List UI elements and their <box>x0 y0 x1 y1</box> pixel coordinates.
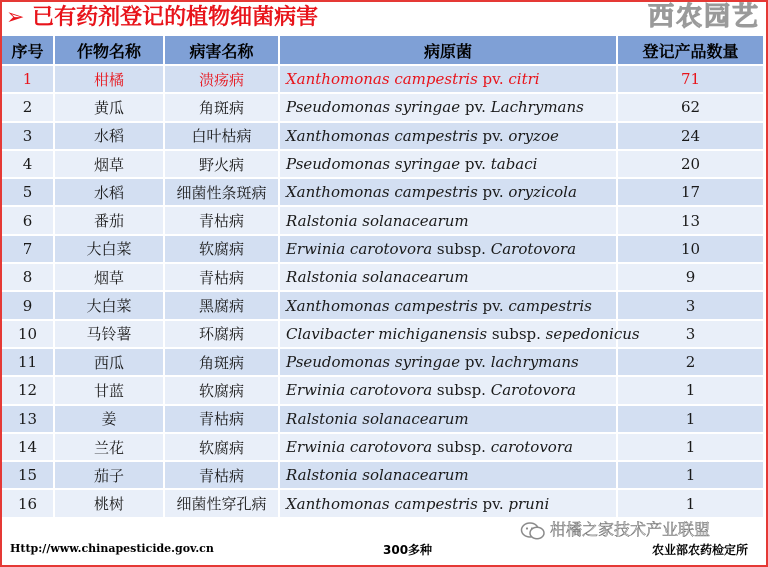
cell-crop: 桃树 <box>54 489 164 517</box>
cell-disease: 角斑病 <box>164 93 279 121</box>
pathogen-name-italic: tabaci <box>490 155 538 174</box>
cell-count: 1 <box>617 405 764 433</box>
cell-count: 17 <box>617 178 764 206</box>
cell-crop: 水稻 <box>54 122 164 150</box>
pathogen-name-italic: Xanthomonas campestris <box>286 70 478 89</box>
cell-disease: 软腐病 <box>164 433 279 461</box>
cell-crop: 大白菜 <box>54 235 164 263</box>
pathogen-name-italic: Xanthomonas campestris <box>286 296 478 315</box>
cell-pathogen <box>279 433 617 461</box>
table-row <box>2 235 764 263</box>
cell-count: 1 <box>617 433 764 461</box>
pathogen-name-italic: Ralstonia solanacearum <box>286 466 469 485</box>
cell-count: 1 <box>617 461 764 489</box>
cell-no: 13 <box>2 405 54 433</box>
cell-pathogen <box>279 122 617 150</box>
cell-crop: 大白菜 <box>54 291 164 319</box>
pathogen-name-italic: Xanthomonas campestris <box>286 183 478 202</box>
header-disease: 病害名称 <box>164 36 279 65</box>
pathogen-name-italic: Carotovora <box>490 381 577 400</box>
cell-no: 2 <box>2 93 54 121</box>
cell-no: 3 <box>2 122 54 150</box>
cell-pathogen <box>279 178 617 206</box>
cell-count: 20 <box>617 150 764 178</box>
cell-disease: 细菌性条斑病 <box>164 178 279 206</box>
table-row <box>2 348 764 376</box>
cell-pathogen <box>279 461 617 489</box>
pathogen-rank: pv. <box>477 494 509 513</box>
cell-disease: 野火病 <box>164 150 279 178</box>
pathogen-name-italic: Pseudomonas syringae <box>286 98 461 117</box>
cell-pathogen <box>279 65 617 93</box>
cell-crop: 甘蓝 <box>54 376 164 404</box>
cell-count: 13 <box>617 206 764 234</box>
cell-crop: 姜 <box>54 405 164 433</box>
cell-crop: 茄子 <box>54 461 164 489</box>
cell-crop: 番茄 <box>54 206 164 234</box>
pathogen-rank: subsp. <box>432 438 491 456</box>
cell-no: 8 <box>2 263 54 291</box>
cell-pathogen <box>279 263 617 291</box>
pathogen-name-italic: citri <box>508 70 540 89</box>
cell-no: 5 <box>2 178 54 206</box>
pathogen-name-italic: Xanthomonas campestris <box>286 494 478 513</box>
cell-no: 6 <box>2 206 54 234</box>
cell-crop: 水稻 <box>54 178 164 206</box>
cell-crop: 烟草 <box>54 263 164 291</box>
cell-pathogen <box>279 206 617 234</box>
cell-disease: 软腐病 <box>164 235 279 263</box>
table-row <box>2 376 764 404</box>
cell-disease: 软腐病 <box>164 376 279 404</box>
table-row <box>2 489 764 517</box>
pathogen-name-italic: Erwinia carotovora <box>286 381 433 400</box>
pathogen-name-italic: carotovora <box>490 438 573 456</box>
cell-count: 10 <box>617 235 764 263</box>
cell-disease: 白叶枯病 <box>164 122 279 150</box>
pathogen-rank: pv. <box>477 183 509 202</box>
pathogen-rank: subsp. <box>487 324 546 343</box>
cell-count: 24 <box>617 122 764 150</box>
cell-no: 14 <box>2 433 54 461</box>
cell-pathogen <box>279 235 617 263</box>
pathogen-rank: pv. <box>477 296 509 315</box>
table-row <box>2 461 764 489</box>
cell-count: 1 <box>617 489 764 517</box>
pathogen-name-italic: Erwinia carotovora <box>286 239 433 258</box>
watermark-logo: 西农园艺 <box>647 2 760 32</box>
cell-crop: 西瓜 <box>54 348 164 376</box>
cell-count: 1 <box>617 376 764 404</box>
bacterial-disease-table <box>2 36 765 519</box>
table-row <box>2 150 764 178</box>
header-pathogen: 病原菌 <box>279 36 617 65</box>
table-body <box>2 65 764 518</box>
table-row <box>2 93 764 121</box>
pathogen-name-italic: pruni <box>508 494 550 513</box>
cell-pathogen <box>279 93 617 121</box>
cell-pathogen <box>279 291 617 319</box>
cell-no: 4 <box>2 150 54 178</box>
cell-disease: 黑腐病 <box>164 291 279 319</box>
cell-pathogen <box>279 376 617 404</box>
cell-disease: 环腐病 <box>164 320 279 348</box>
pathogen-name-italic: sepedonicus <box>545 324 640 343</box>
cell-no: 9 <box>2 291 54 319</box>
cell-pathogen <box>279 348 617 376</box>
wechat-badge <box>520 518 710 542</box>
pathogen-rank: pv. <box>477 126 509 145</box>
cell-disease: 青枯病 <box>164 461 279 489</box>
cell-crop: 兰花 <box>54 433 164 461</box>
pathogen-name-italic: Pseudomonas syringae <box>286 353 461 372</box>
source-organization: 农业部农药检定所 <box>651 543 748 557</box>
wechat-label: 柑橘之家技术产业联盟 <box>550 520 711 539</box>
cell-no: 12 <box>2 376 54 404</box>
cell-crop: 柑橘 <box>54 65 164 93</box>
table-row <box>2 433 764 461</box>
cell-no: 10 <box>2 320 54 348</box>
cell-count: 62 <box>617 93 764 121</box>
table-row <box>2 122 764 150</box>
pathogen-name-italic: campestris <box>508 296 592 315</box>
wechat-icon <box>520 521 546 541</box>
cell-pathogen <box>279 150 617 178</box>
cell-pathogen <box>279 405 617 433</box>
cell-count: 9 <box>617 263 764 291</box>
pathogen-name-italic: oryzicola <box>508 183 577 202</box>
header-crop: 作物名称 <box>54 36 164 65</box>
cell-disease: 青枯病 <box>164 405 279 433</box>
table-row <box>2 320 764 348</box>
table-row <box>2 263 764 291</box>
table-row <box>2 178 764 206</box>
table-row <box>2 291 764 319</box>
cell-count: 3 <box>617 291 764 319</box>
cell-disease: 青枯病 <box>164 263 279 291</box>
cell-no: 7 <box>2 235 54 263</box>
pathogen-name-italic: Ralstonia solanacearum <box>286 268 469 287</box>
cell-no: 15 <box>2 461 54 489</box>
cell-count: 2 <box>617 348 764 376</box>
cell-disease: 青枯病 <box>164 206 279 234</box>
pathogen-rank: pv. <box>460 98 491 117</box>
cell-count: 3 <box>617 320 764 348</box>
pathogen-rank: pv. <box>460 353 491 372</box>
cell-no: 11 <box>2 348 54 376</box>
cell-count: 71 <box>617 65 764 93</box>
cell-crop: 黄瓜 <box>54 93 164 121</box>
cell-crop: 马铃薯 <box>54 320 164 348</box>
pathogen-rank: subsp. <box>432 239 491 258</box>
header-count: 登记产品数量 <box>617 36 764 65</box>
pathogen-name-italic: Clavibacter michiganensis <box>286 324 488 343</box>
total-count-text: 300多种 <box>383 543 433 557</box>
pathogen-name-italic: Ralstonia solanacearum <box>286 211 469 230</box>
cell-disease: 溃疡病 <box>164 65 279 93</box>
table-row <box>2 405 764 433</box>
table-row <box>2 65 764 93</box>
cell-no: 16 <box>2 489 54 517</box>
pathogen-name-italic: Erwinia carotovora <box>286 438 433 456</box>
cell-pathogen <box>279 320 640 348</box>
pathogen-rank: pv. <box>477 70 509 89</box>
pathogen-name-italic: Carotovora <box>490 239 577 258</box>
header-no: 序号 <box>2 36 54 65</box>
table-header-row <box>2 36 764 65</box>
pathogen-name-italic: Xanthomonas campestris <box>286 126 478 145</box>
cell-disease: 细菌性穿孔病 <box>164 489 279 517</box>
pathogen-name-italic: Lachrymans <box>490 98 584 117</box>
pathogen-name-italic: lachrymans <box>490 353 579 372</box>
pathogen-name-italic: Pseudomonas syringae <box>286 155 461 174</box>
source-url: Http://www.chinapesticide.gov.cn <box>10 542 214 555</box>
table-row <box>2 206 764 234</box>
pathogen-name-italic: Ralstonia solanacearum <box>286 409 469 428</box>
cell-crop: 烟草 <box>54 150 164 178</box>
slide-title: ➢ 已有药剂登记的植物细菌病害 <box>6 5 319 30</box>
cell-no: 1 <box>2 65 54 93</box>
cell-pathogen <box>279 489 617 517</box>
pathogen-name-italic: oryzoe <box>508 126 559 145</box>
cell-disease: 角斑病 <box>164 348 279 376</box>
pathogen-rank: subsp. <box>432 381 491 400</box>
pathogen-rank: pv. <box>460 155 491 174</box>
